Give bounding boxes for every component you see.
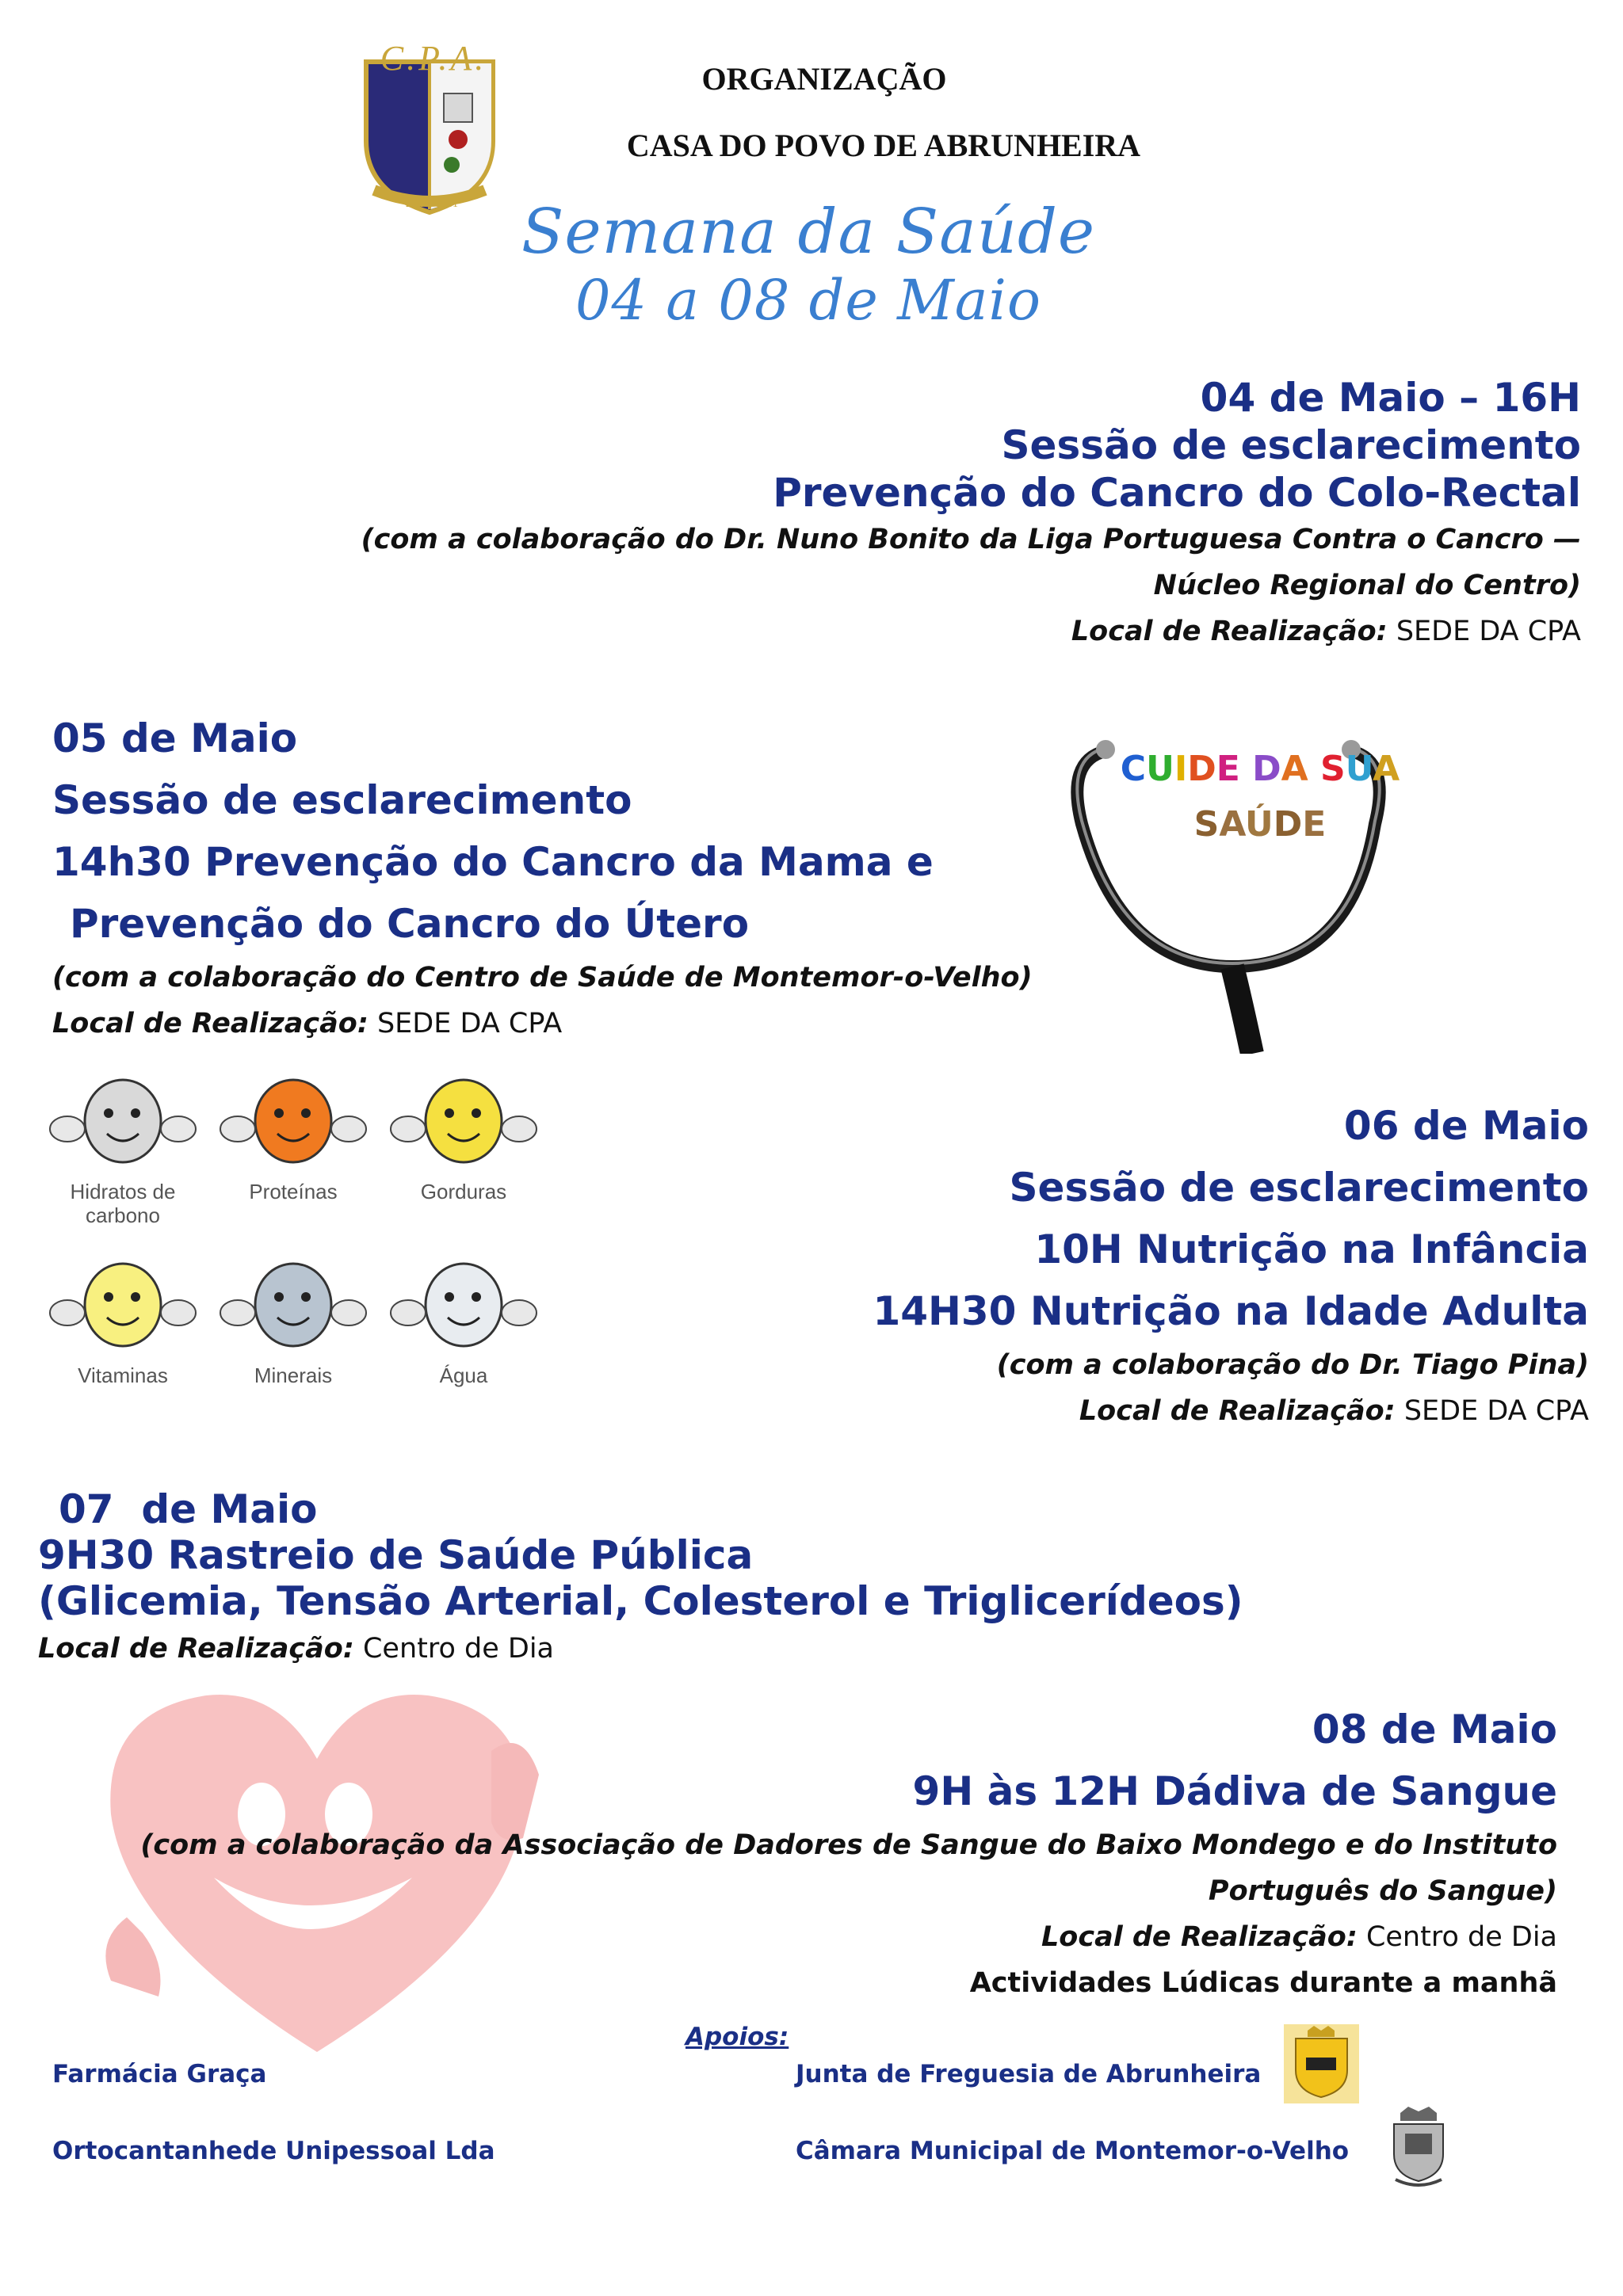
nutrient-item — [44, 1066, 202, 1240]
day4-collaboration-2-close: ) — [1568, 570, 1581, 601]
day7-location-label: Local de Realização: — [38, 1633, 354, 1665]
day6-location — [555, 1388, 1589, 1434]
day5-session: Sessão de esclarecimento — [52, 777, 632, 823]
caption1-letter — [1240, 749, 1252, 789]
nutrient-character-icon — [214, 1249, 372, 1360]
day7-location — [38, 1624, 1306, 1673]
nutrients-image — [44, 1066, 543, 1398]
day6-topic-2: 14H30 Nutrição na Idade Adulta — [873, 1288, 1589, 1334]
day4-location-label: Local de Realização: — [1071, 616, 1388, 647]
sponsor-ortocantanhede: Ortocantanhede Unipessoal Lda — [52, 2137, 495, 2165]
caption2-letter: Ú — [1245, 804, 1274, 845]
nutrient-character-icon — [44, 1066, 202, 1177]
apoios-title: Apoios: — [685, 2023, 789, 2051]
organizacao-heading: ORGANIZAÇÃO — [701, 61, 947, 97]
nutrient-item — [384, 1066, 543, 1240]
caption1-letter: D — [1187, 749, 1216, 789]
nutrient-item — [214, 1249, 372, 1424]
day6-session: Sessão de esclarecimento — [1009, 1165, 1589, 1211]
day5-topic-2: Prevenção do Cancro do Útero — [70, 901, 750, 947]
nutrient-label: Gorduras — [420, 1180, 507, 1203]
day8-topic: 9H às 12H Dádiva de Sangue — [912, 1768, 1557, 1814]
day5-topic-1: 14h30 Prevenção do Cancro da Mama e — [52, 839, 934, 885]
day5-location-label: Local de Realização: — [52, 1008, 369, 1039]
nutrient-item — [214, 1066, 372, 1240]
day4-location-value: SEDE DA CPA — [1396, 616, 1581, 647]
day4-collaboration: (com a colaboração do Dr. Nuno Bonito da Liga Portuguesa Contra o Cancro — — [361, 524, 1581, 555]
day6-block — [555, 1095, 1589, 1434]
day8-activities: Actividades Lúdicas durante a manhã — [969, 1967, 1557, 1999]
caption2-letter: D — [1273, 804, 1303, 845]
caption1-letter: I — [1174, 749, 1188, 789]
day4-topic: Prevenção do Cancro do Colo-Rectal — [773, 470, 1581, 516]
caption1-letter: S — [1320, 749, 1346, 789]
event-title: Semana da Saúde — [521, 196, 1096, 268]
nutrient-character-icon — [214, 1066, 372, 1177]
day8-block — [95, 1699, 1557, 2006]
event-dates: 04 a 08 de Maio — [575, 268, 1042, 333]
nutrient-item — [384, 1249, 543, 1424]
nutrient-label: Minerais — [254, 1363, 333, 1387]
day5-location — [52, 1001, 1083, 1047]
caption2-letter: A — [1219, 804, 1246, 845]
day4-collaboration-2-text: Núcleo Regional do Centro — [1153, 570, 1568, 601]
day4-collaboration-2 — [238, 563, 1581, 608]
caption1-letter: C — [1120, 749, 1147, 789]
day8-collaboration-2: Português do Sangue) — [1208, 1875, 1557, 1907]
logo-year: 21-XI-1961 — [405, 198, 459, 210]
nutrient-label: Proteínas — [249, 1180, 338, 1203]
nutrient-character-icon — [44, 1249, 202, 1360]
day8-location — [95, 1914, 1557, 1960]
nutrient-label: Água — [439, 1363, 488, 1387]
day5-date: 05 de Maio — [52, 715, 298, 761]
nutrient-character-icon — [384, 1066, 543, 1177]
caption1-letter: D — [1252, 749, 1281, 789]
day7-block — [38, 1486, 1306, 1673]
caption2-letter: E — [1302, 804, 1327, 845]
nutrient-label-2: carbono — [86, 1203, 160, 1227]
caption1-letter: U — [1345, 749, 1373, 789]
logo-text: C.P.A. — [380, 39, 487, 78]
day4-date: 04 de Maio – 16H — [1200, 375, 1581, 421]
nutrient-label: Vitaminas — [78, 1363, 168, 1387]
day4-location — [238, 608, 1581, 654]
day6-location-value: SEDE DA CPA — [1403, 1395, 1589, 1427]
day4-session: Sessão de esclarecimento — [1001, 422, 1581, 468]
day7-topic: 9H30 Rastreio de Saúde Pública — [38, 1532, 754, 1578]
day6-date: 06 de Maio — [1343, 1103, 1589, 1149]
sponsor-farmacia: Farmácia Graça — [52, 2060, 267, 2088]
day8-location-label: Local de Realização: — [1041, 1921, 1358, 1953]
stethoscope-caption-1 — [1102, 749, 1419, 789]
caption1-letter: E — [1216, 749, 1240, 789]
caption1-letter — [1308, 749, 1320, 789]
day7-date: 07 de Maio — [59, 1486, 318, 1532]
camara-coat-of-arms — [1383, 2103, 1454, 2191]
day4-block — [238, 374, 1581, 654]
day7-tests: (Glicemia, Tensão Arterial, Colesterol e Triglicerídeos) — [38, 1578, 1243, 1624]
stethoscope-caption-2 — [1102, 804, 1419, 845]
day7-location-value: Centro de Dia — [362, 1633, 555, 1665]
caption1-letter: U — [1146, 749, 1174, 789]
day6-collaboration: (com a colaboração do Dr. Tiago Pina) — [996, 1349, 1589, 1381]
junta-coat-of-arms — [1284, 2024, 1359, 2103]
day8-date: 08 de Maio — [1312, 1707, 1557, 1753]
nutrient-label: Hidratos de — [70, 1180, 176, 1203]
day6-location-label: Local de Realização: — [1079, 1395, 1396, 1427]
organization-name: CASA DO POVO DE ABRUNHEIRA — [626, 128, 1141, 163]
sponsor-camara: Câmara Municipal de Montemor-o-Velho — [796, 2137, 1350, 2165]
caption2-letter: S — [1193, 804, 1220, 845]
day8-collaboration: (com a colaboração da Associação de Dadores de Sangue do Baixo Mondego e do Instituto — [140, 1829, 1557, 1861]
caption1-letter: A — [1373, 749, 1400, 789]
day5-block — [52, 707, 1083, 1047]
caption1-letter: A — [1281, 749, 1308, 789]
nutrient-character-icon — [384, 1249, 543, 1360]
day5-collaboration: (com a colaboração do Centro de Saúde de Montemor-o-Velho) — [52, 962, 1033, 994]
day8-location-value: Centro de Dia — [1365, 1921, 1557, 1953]
day5-location-value: SEDE DA CPA — [376, 1008, 563, 1039]
day6-topic-1: 10H Nutrição na Infância — [1034, 1226, 1589, 1272]
nutrient-item — [44, 1249, 202, 1424]
sponsor-junta: Junta de Freguesia de Abrunheira — [796, 2060, 1262, 2088]
